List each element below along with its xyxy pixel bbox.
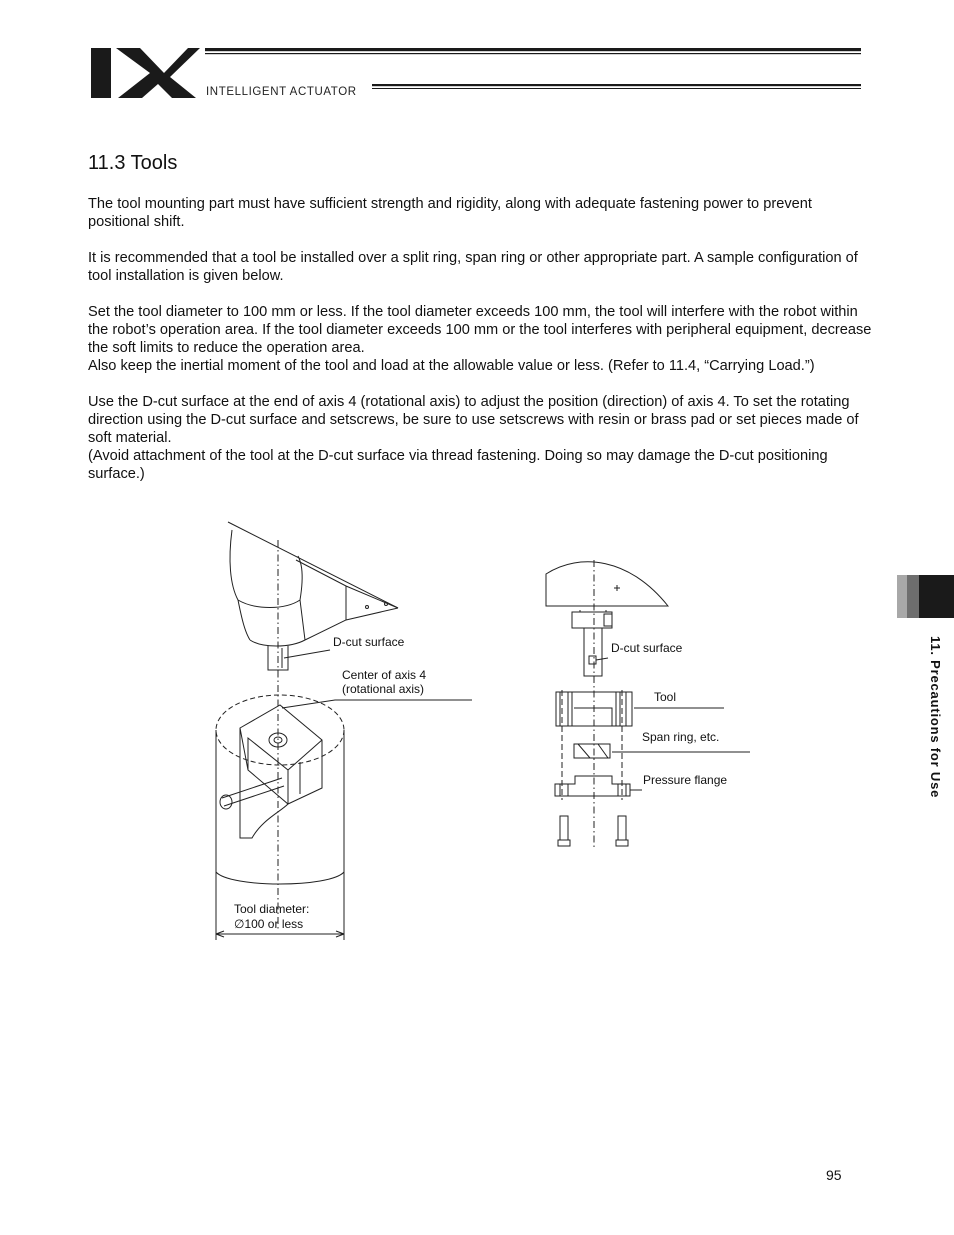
chapter-caption: 11. Precautions for Use bbox=[928, 636, 943, 799]
paragraph-split-ring: It is recommended that a tool be installed over a split ring, span ring or other appropriate part. A sample configuration of tool installation is given below. bbox=[88, 250, 858, 284]
paragraph-inertia: Also keep the inertial moment of the tool and load at the allowable value or less. (Refer to 11.4, “Carrying Load.”) bbox=[88, 358, 815, 374]
pressure-flange-label: Pressure flange bbox=[643, 773, 728, 787]
page-number: 95 bbox=[826, 1167, 842, 1183]
paragraph-diameter: Set the tool diameter to 100 mm or less. If the tool diameter exceeds 100 mm, the tool will interfere with the robot within the robot’s operation area. If the tool diameter exceeds 100 mm or the tool interferes with peripheral equipment, decrease the soft limits to reduce the operation area. bbox=[88, 304, 872, 356]
diameter-label-line2: ∅100 or less bbox=[234, 917, 304, 931]
axis-center-label-line1: Center of axis 4 bbox=[342, 668, 427, 682]
tool-label: Tool bbox=[654, 690, 677, 704]
brand-name: INTELLIGENT ACTUATOR bbox=[206, 86, 357, 98]
right-dcut-label: D-cut surface bbox=[611, 641, 683, 655]
paragraph-strength: The tool mounting part must have sufficient strength and rigidity, along with adequate fastening power to prevent positional shift. bbox=[88, 196, 812, 230]
axis-center-label-line2: (rotational axis) bbox=[342, 682, 425, 696]
paragraph-avoid: (Avoid attachment of the tool at the D-cut surface via thread fastening. Doing so may damage the D-cut positioning surface.) bbox=[88, 448, 828, 482]
paragraph-dcut: Use the D-cut surface at the end of axis 4 (rotational axis) to adjust the position (direction) of axis 4. To set the rotating direction using the D-cut surface and setscrews, be sure to use setscrews with resin or brass pad or set pieces made of soft material. bbox=[88, 394, 859, 446]
left-dcut-label: D-cut surface bbox=[333, 635, 405, 649]
section-title: 11.3 Tools bbox=[88, 152, 178, 174]
span-ring-label: Span ring, etc. bbox=[642, 730, 720, 744]
side-tab-light bbox=[897, 575, 907, 618]
side-tab-mid bbox=[907, 575, 919, 618]
diameter-label-line1: Tool diameter: bbox=[234, 902, 310, 916]
side-tab-dark bbox=[919, 575, 954, 618]
